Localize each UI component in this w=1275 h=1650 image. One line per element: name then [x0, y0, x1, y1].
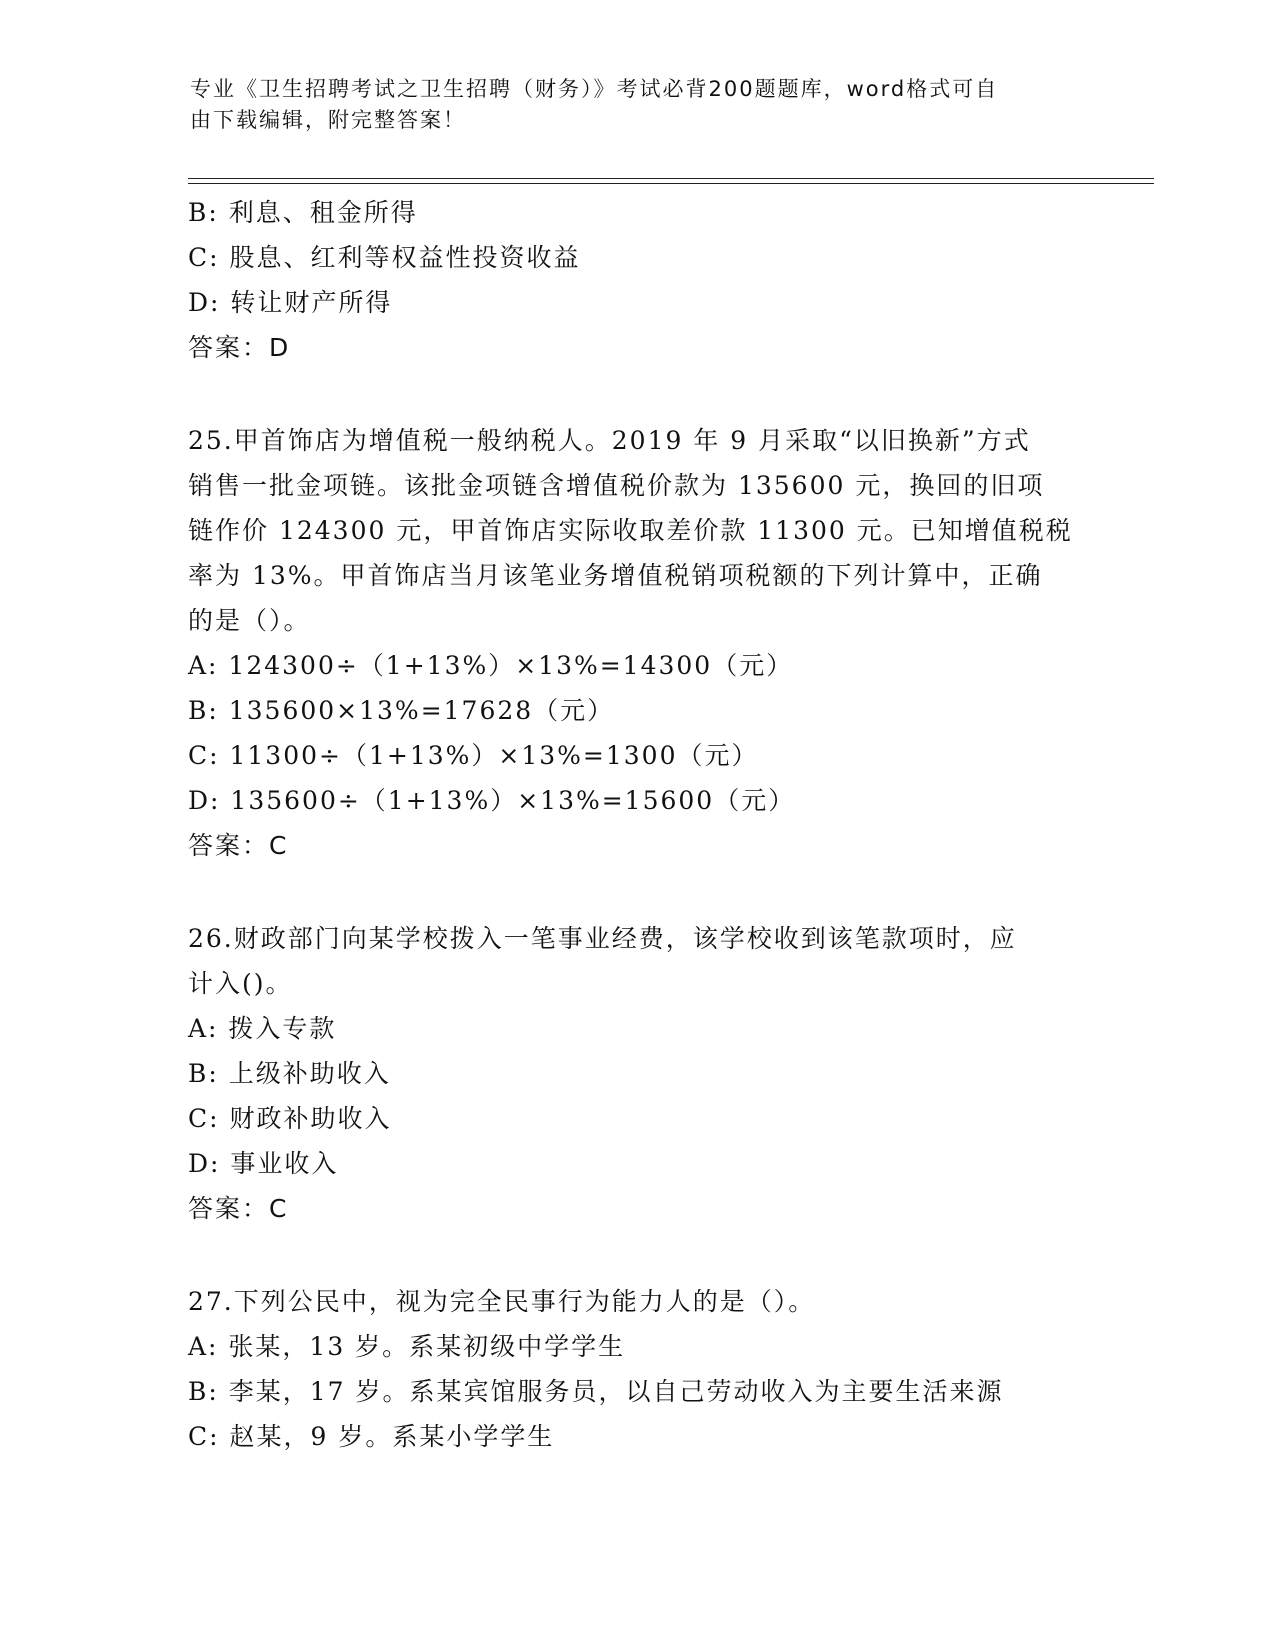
- question-text-line: 26.财政部门向某学校拨入一笔事业经费，该学校收到该笔款项时，应: [188, 924, 1017, 953]
- answer-line: 答案：D: [188, 333, 291, 362]
- option-c: C: 赵某，9 岁。系某小学学生: [188, 1422, 555, 1451]
- answer-line: 答案：C: [188, 1194, 289, 1223]
- option-b: B: 利息、租金所得: [188, 198, 418, 227]
- option-c: C: 财政补助收入: [188, 1104, 392, 1133]
- question-26: [188, 916, 1088, 1231]
- question-text-line: 链作价 124300 元，甲首饰店实际收取差价款 11300 元。已知增值税税: [188, 516, 1073, 545]
- option-b: B: 上级补助收入: [188, 1059, 391, 1088]
- question-27: [188, 1279, 1088, 1459]
- answer-line: 答案：C: [188, 831, 289, 860]
- header-divider-bottom: [188, 183, 1154, 184]
- question-text-line: 计入()。: [188, 969, 293, 998]
- option-b: B: 135600×13%=17628（元）: [188, 696, 615, 725]
- option-d: D: 135600÷（1+13%）×13%=15600（元）: [188, 786, 796, 815]
- question-text-line: 25.甲首饰店为增值税一般纳税人。2019 年 9 月采取“以旧换新”方式: [188, 426, 1031, 455]
- question-text-line: 27.下列公民中，视为完全民事行为能力人的是（）。: [188, 1287, 816, 1316]
- option-c: C: 11300÷（1+13%）×13%=1300（元）: [188, 741, 759, 770]
- question-25: [188, 418, 1088, 868]
- header-line-1: 专业《卫生招聘考试之卫生招聘（财务）》考试必背200题题库，word格式可自: [190, 77, 999, 101]
- document-header: [190, 74, 1090, 136]
- option-d: D: 转让财产所得: [188, 288, 393, 317]
- question-content: [188, 190, 1088, 1459]
- option-b: B: 李某，17 岁。系某宾馆服务员，以自己劳动收入为主要生活来源: [188, 1377, 1004, 1406]
- option-a: A: 124300÷（1+13%）×13%=14300（元）: [188, 651, 794, 680]
- option-a: A: 拨入专款: [188, 1014, 337, 1043]
- question-text-line: 销售一批金项链。该批金项链含增值税价款为 135600 元，换回的旧项: [188, 471, 1045, 500]
- option-a: A: 张某，13 岁。系某初级中学学生: [188, 1332, 626, 1361]
- option-d: D: 事业收入: [188, 1149, 339, 1178]
- question-text-line: 的是（）。: [188, 606, 311, 635]
- prev-question-block: [188, 190, 1088, 370]
- option-c: C: 股息、红利等权益性投资收益: [188, 243, 581, 272]
- question-text-line: 率为 13%。甲首饰店当月该笔业务增值税销项税额的下列计算中，正确: [188, 561, 1043, 590]
- header-line-2: 由下载编辑，附完整答案！: [190, 108, 466, 132]
- header-divider-top: [188, 178, 1154, 179]
